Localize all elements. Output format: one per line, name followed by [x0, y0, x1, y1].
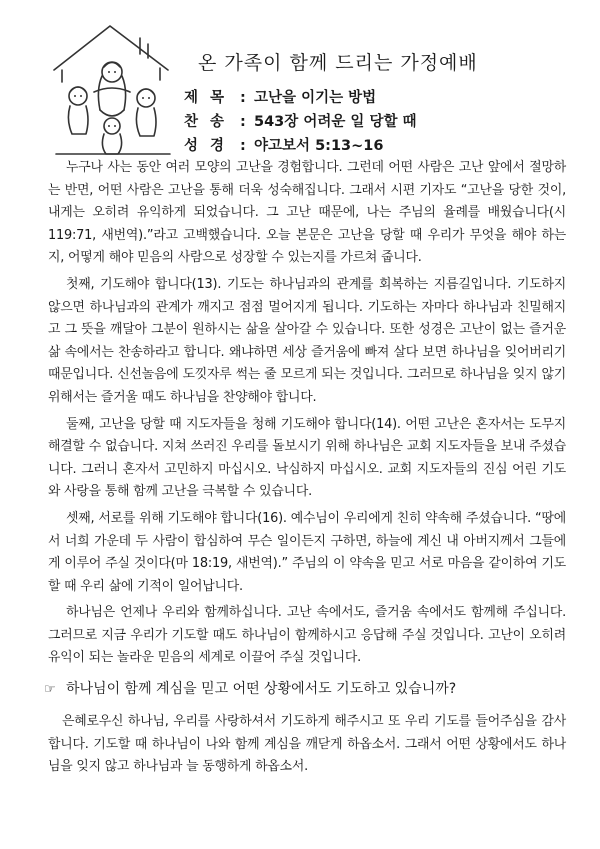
paragraph-conclusion: 하나님은 언제나 우리와 함께하십니다. 고난 속에서도, 즐거움 속에서도 함께해 주십니다. 그러므로 지금 우리가 기도할 때도 하나님이 함께하시고 응답해 주실 것입니다. 고난이 오히려 유익이 되는 놀라운 믿음의 세계로 이끌어 주실 것입니다.	[48, 605, 566, 666]
scripture-value: 야고보서 5:13~16	[254, 138, 384, 154]
scripture-label: 성경	[184, 138, 237, 154]
reflection-question	[44, 678, 566, 701]
scripture-line	[184, 134, 383, 155]
closing-prayer: 은혜로우신 하나님, 우리를 사랑하셔서 기도하게 해주시고 또 우리 기도를 들어주심을 감사합니다. 기도할 때 하나님이 나와 함께 계심을 깨닫게 하옵소서. 그래서 어떤 상황에서도 하나님을 잊지 않고 하나님과 늘 동행하게 하옵소서.	[48, 714, 566, 775]
family-house-illustration	[48, 20, 178, 160]
sermon-body	[44, 157, 566, 779]
page-title: 온 가족이 함께 드리는 가정예배	[198, 52, 478, 74]
header	[48, 20, 568, 160]
subject-label: 제목	[184, 90, 237, 106]
hymn-colon: :	[240, 114, 246, 130]
paragraph-intro: 누구나 사는 동안 여러 모양의 고난을 경험합니다. 그런데 어떤 사람은 고난 앞에서 절망하는 반면, 어떤 사람은 고난을 통해 더욱 성숙해집니다. 그래서 시편 기자도 “고난을 당한 것이, 내게는 오히려 유익하게 되었습니다. 그 고난 때문에, 나는 주님의 율례를 배웠습니다(시 119:71, 새번역).”라고 고백했습니다. 오늘 본문은 고난을 당할 때 우리가 무엇을 해야 하는지, 어떻게 해야 믿음의 사람으로 성장할 수 있는지를 가르쳐 줍니다.	[48, 160, 566, 266]
reflection-question-text: 하나님이 함께 계심을 믿고 어떤 상황에서도 기도하고 있습니까?	[66, 681, 457, 698]
subject-line	[184, 86, 376, 107]
pointing-hand-icon: ☞	[44, 682, 56, 698]
hymn-label: 찬송	[184, 114, 237, 130]
paragraph-first-point: 첫째, 기도해야 합니다(13). 기도는 하나님과의 관계를 회복하는 지름길입니다. 기도하지 않으면 하나님과의 관계가 깨지고 점점 멀어지게 됩니다. 기도하는 자마다 하나님과 친밀해지고 그 뜻을 깨달아 그분이 원하시는 삶을 살아갈 수 있습니다. 또한 성경은 고난이 없는 즐거운 삶 속에서는 찬송하라고 합니다. 왜냐하면 세상 즐거움에 빠져 살다 보면 하나님을 잊어버리기 때문입니다. 신선놀음에 도낏자루 썩는 줄 모르게 되는 것입니다. 그러므로 하나님을 잊지 않기 위해서는 즐거울 때도 하나님을 찬양해야 합니다.	[48, 276, 566, 405]
subject-colon: :	[240, 90, 246, 106]
scripture-colon: :	[240, 138, 246, 154]
hymn-line	[184, 110, 417, 131]
hymn-value: 543장 어려운 일 당할 때	[254, 114, 417, 130]
paragraph-third-point: 셋째, 서로를 위해 기도해야 합니다(16). 예수님이 우리에게 친히 약속해 주셨습니다. “땅에서 너희 가운데 두 사람이 합심하여 무슨 일이든지 구하면, 하늘에 계신 내 아버지께서 그들에게 이루어 주실 것이다(마 18:19, 새번역).” 주님의 이 약속을 믿고 서로 마음을 같이하여 기도할 때 우리 삶에 기적이 일어납니다.	[48, 510, 566, 594]
paragraph-second-point: 둘째, 고난을 당할 때 지도자들을 청해 기도해야 합니다(14). 어떤 고난은 혼자서는 도무지 해결할 수 없습니다. 지쳐 쓰러진 우리를 돌보시기 위해 하나님은 교회 지도자들을 보내 주셨습니다. 그러니 혼자서 고민하지 마십시오. 낙심하지 마십시오. 교회 지도자들의 진심 어린 기도와 사랑을 통해 함께 고난을 극복할 수 있습니다.	[48, 416, 566, 500]
subject-value: 고난을 이기는 방법	[254, 90, 377, 106]
